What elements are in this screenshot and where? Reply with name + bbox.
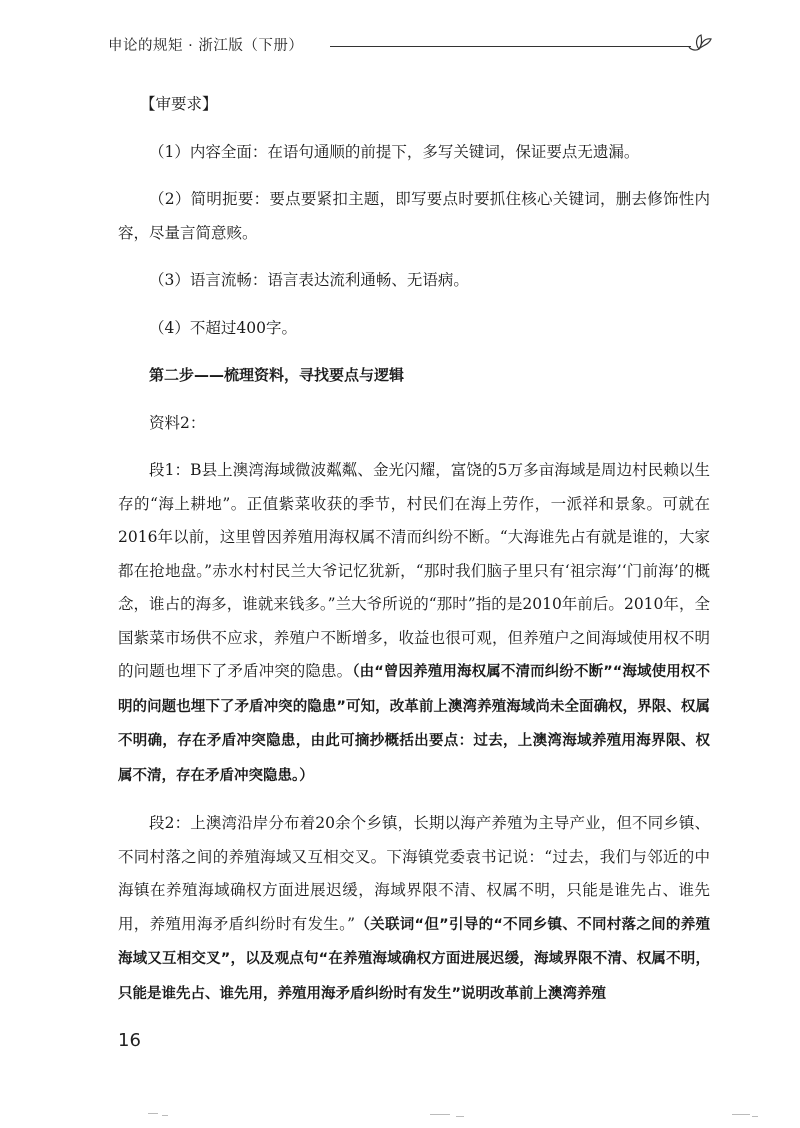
header-rule: [330, 46, 691, 47]
requirements-heading: 【审要求】: [140, 95, 218, 113]
step-heading: 第二步——梳理资料，寻找要点与逻辑: [149, 366, 405, 384]
requirement-item: （3）语言流畅：语言表达流利通畅、无语病。: [149, 271, 469, 289]
paragraph-text: 段1：B县上澳湾海域微波粼粼、金光闪耀，富饶的5万多亩海域是周边村民赖以生存的“海上耕地”。正值紫菜收获的季节，村民们在海上劳作，一派祥和景象。可就在2016年以前，这里曾因养殖用海权属不清而纠纷不断。“大海谁先占有就是谁的，大家都在抢地盘。”赤水村村民兰大爷记忆犹新，“那时我们脑子里只有‘祖宗海’‘门前海’的概念，谁占的海多，谁就来钱多。”兰大爷所说的“那时”指的是2010年前后。2010年，全国紫菜市场供不应求，养殖户不断增多，收益也很可观，但养殖户之间海域使用权不明的问题也埋下了矛盾冲突的隐患。: [118, 461, 710, 680]
sprout-leaf-icon: [687, 30, 713, 56]
paragraph-2: [118, 807, 710, 1011]
requirement-item: （1）内容全面：在语句通顺的前提下，多写关键词，保证要点无遗漏。: [149, 142, 640, 161]
page-number: 16: [118, 1030, 141, 1051]
running-header: [108, 30, 713, 60]
requirement-item: （2）简明扼要：要点要紧扣主题，即写要点时要抓住核心关键词，删去修饰性内容，尽量言简意赅。: [118, 190, 710, 242]
paragraph-analysis: （关联词“但”引导的“不同乡镇、不同村落之间的养殖海域又互相交叉”，以及观点句“在养殖海域确权方面进展迟缓，海域界限不清、权属不明，只能是谁先占、谁先用，养殖用海矛盾纠纷时有发生”说明改革前上澳湾养殖: [118, 916, 710, 1002]
page-body: [118, 88, 710, 1011]
requirement-item: （4）不超过400字。: [149, 318, 297, 337]
book-title: 申论的规矩 · 浙江版（下册）: [108, 38, 304, 54]
paragraph-text: 段2：上澳湾沿岸分布着20余个乡镇，长期以海产养殖为主导产业，但不同乡镇、不同村落之间的养殖海域又互相交叉。下海镇党委袁书记说：“过去，我们与邻近的中海镇在养殖海域确权方面进展迟缓，海域界限不清、权属不明，只能是谁先占、谁先用，养殖用海矛盾纠纷时有发生。”: [118, 814, 710, 933]
scan-noise: [0, 1110, 800, 1122]
paragraph-1: [118, 454, 710, 793]
material-label: 资料2：: [149, 413, 206, 432]
paragraph-analysis: （由“曾因养殖用海权属不清而纠纷不断”“海域使用权不明的问题也埋下了矛盾冲突的隐患”可知，改革前上澳湾养殖海域尚未全面确权，界限、权属不明确，存在矛盾冲突隐患，由此可摘抄概括出要点：过去，上澳湾海域养殖用海界限、权属不清，存在矛盾冲突隐患。）: [118, 664, 710, 784]
